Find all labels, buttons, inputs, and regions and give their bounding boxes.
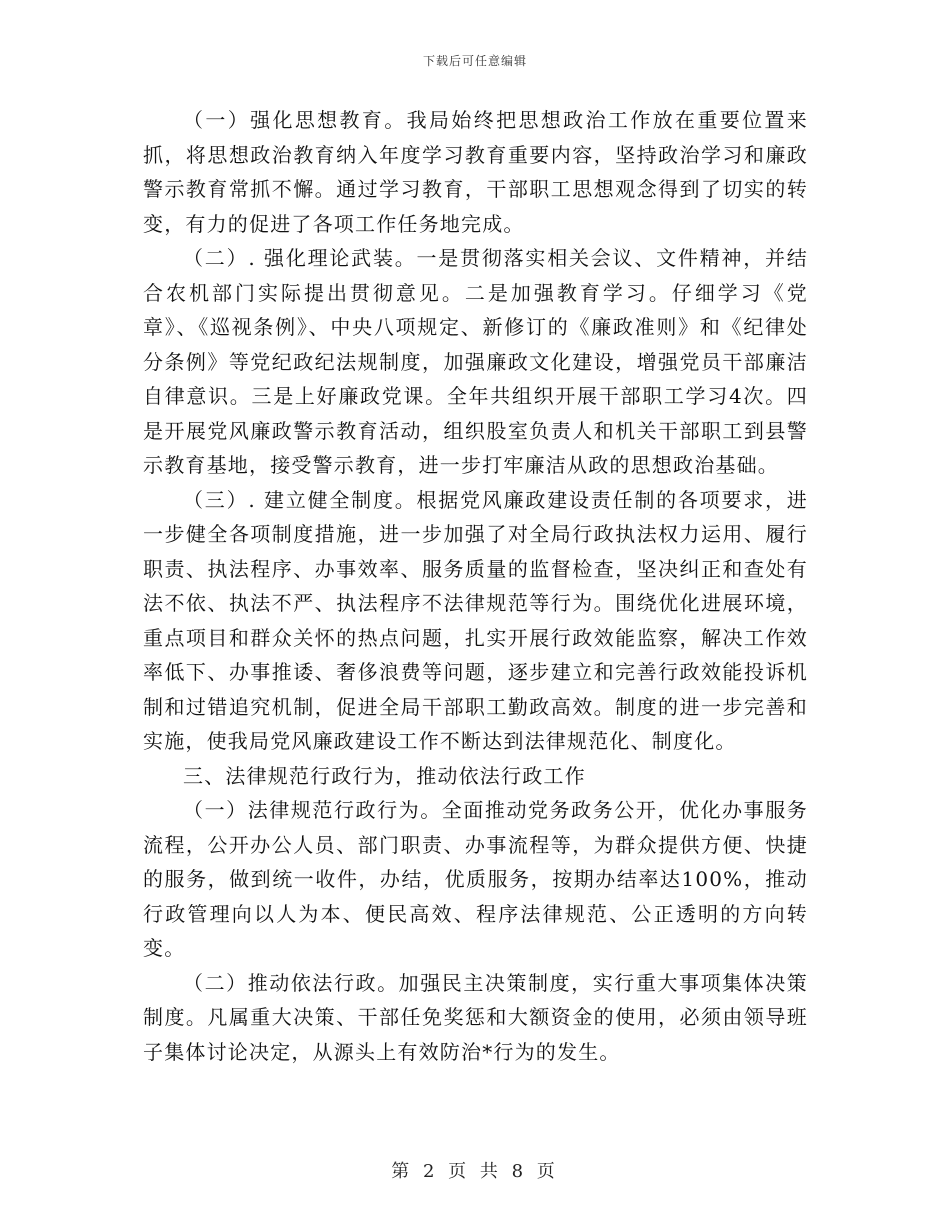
paragraph-promote-lawful-administration: （二）推动依法行政。加强民主决策制度，实行重大事项集体决策制度。凡属重大决策、干部任免奖惩和大额资金的使用，必须由领导班子集体讨论决定，从源头上有效防治*行为的发生。 xyxy=(143,970,808,1064)
paragraph-strengthen-ideological-education: （一）强化思想教育。我局始终把思想政治工作放在重要位置来抓，将思想政治教育纳入年度学习教育重要内容，坚持政治学习和廉政警示教育常抓不懈。通过学习教育，干部职工思想观念得到了切实的转变，有力的促进了各项工作任务地完成。 xyxy=(143,108,808,236)
page-number-footer: 第 2 页 共 8 页 xyxy=(391,1161,559,1182)
paragraph-strengthen-theory: （二）. 强化理论武装。一是贯彻落实相关会议、文件精神，并结合农机部门实际提出贯彻意见。二是加强教育学习。仔细学习《党章》、《巡视条例》、中央八项规定、新修订的《廉政准则》和《纪律处分条例》等党纪政纪法规制度，加强廉政文化建设，增强党员干部廉洁自律意识。三是上好廉政党课。全年共组织开展干部职工学习4次。四是开展党风廉政警示教育活动，组织股室负责人和机关干部职工到县警示教育基地，接受警示教育，进一步打牢廉洁从政的思想政治基础。 xyxy=(143,246,808,477)
page-header: 下载后可任意编辑 xyxy=(422,54,527,68)
section-heading: 三、法律规范行政行为，推动依法行政工作 xyxy=(183,763,586,788)
document-body xyxy=(143,103,808,1069)
paragraph-standardize-administration: （一）法律规范行政行为。全面推动党务政务公开，优化办事服务流程，公开办公人员、部门职责、办事流程等，为群众提供方便、快捷的服务，做到统一收件，办结，优质服务，按期办结率达100%，推动行政管理向以人为本、便民高效、程序法律规范、公正透明的方向转变。 xyxy=(143,798,808,960)
paragraph-establish-systems: （三）. 建立健全制度。根据党风廉政建设责任制的各项要求，进一步健全各项制度措施，进一步加强了对全局行政执法权力运用、履行职责、执法程序、办事效率、服务质量的监督检查，坚决纠正和查处有法不依、执法不严、执法程序不法律规范等行为。围绕优化进展环境，重点项目和群众关怀的热点问题，扎实开展行政效能监察，解决工作效率低下、办事推诿、奢侈浪费等问题，逐步建立和完善行政效能投诉机制和过错追究机制，促进全局干部职工勤政高效。制度的进一步完善和实施，使我局党风廉政建设工作不断达到法律规范化、制度化。 xyxy=(143,487,808,753)
